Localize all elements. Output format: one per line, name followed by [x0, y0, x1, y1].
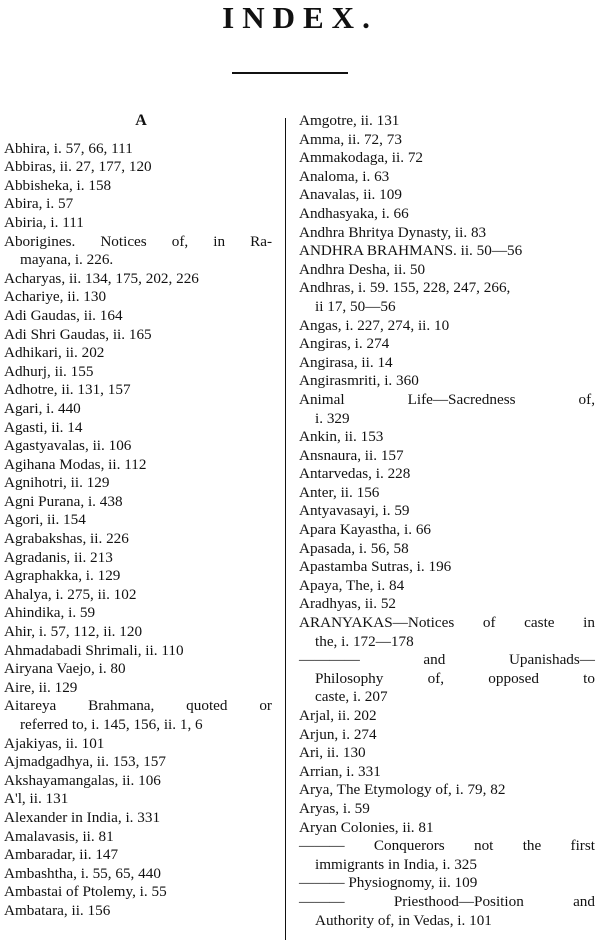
index-entry: immigrants in India, i. 325 [315, 855, 477, 873]
index-entry: Agni Purana, i. 438 [4, 492, 123, 510]
index-entry: Acharyas, ii. 134, 175, 202, 226 [4, 269, 199, 287]
index-entry: Agastyavalas, ii. 106 [4, 437, 132, 455]
index-entry: Philosophy of, opposed to [315, 669, 595, 687]
index-entry: Angirasa, ii. 14 [299, 353, 393, 371]
index-entry: Agihana Modas, ii. 112 [4, 455, 147, 473]
index-entry: Ambatara, ii. 156 [4, 901, 111, 919]
index-entry: ——— Physiognomy, ii. 109 [299, 874, 478, 892]
index-entry: Amalavasis, ii. 81 [4, 827, 114, 845]
index-entry: referred to, i. 145, 156, ii. 1, 6 [20, 716, 203, 733]
index-entry: i. 329 [315, 409, 350, 427]
index-entry: Angirasmriti, i. 360 [299, 372, 419, 390]
index-entry: Anter, ii. 156 [299, 483, 380, 501]
index-entry: Ankin, ii. 153 [299, 428, 384, 446]
index-column-left [4, 112, 272, 921]
index-entry: Agari, i. 440 [4, 399, 81, 417]
index-entry: Ansnaura, ii. 157 [299, 446, 404, 464]
title-rule [232, 72, 348, 74]
index-entry: Aryas, i. 59 [299, 799, 370, 817]
page-title: INDEX. [222, 0, 378, 35]
index-entry: Agasti, ii. 14 [4, 418, 83, 436]
index-entry: ANDHRA BRAHMANS. ii. 50—56 [299, 242, 523, 260]
index-entry: caste, i. 207 [315, 688, 388, 706]
index-entry: Abiria, i. 111 [4, 213, 84, 231]
index-entry: Alexander in India, i. 331 [4, 808, 161, 826]
index-entry: Antyavasayi, i. 59 [299, 502, 410, 520]
index-entry: Arya, The Etymology of, i. 79, 82 [299, 781, 506, 799]
index-entry: Andhasyaka, i. 66 [299, 204, 409, 222]
index-entry: Ahindika, i. 59 [4, 604, 96, 622]
index-entry: Apaya, The, i. 84 [299, 576, 405, 594]
index-entry: Abbiras, ii. 27, 177, 120 [4, 158, 152, 176]
index-entry: Airyana Vaejo, i. 80 [4, 660, 126, 678]
index-entry: Arjal, ii. 202 [299, 707, 377, 724]
index-entry: ——— Priesthood—Position and [299, 892, 595, 910]
index-entry: Arjun, i. 274 [299, 725, 377, 743]
index-entry: Apara Kayastha, i. 66 [299, 521, 432, 539]
index-entry: ———— and Upanishads— [299, 651, 595, 669]
index-column-right [299, 112, 595, 930]
index-entry: Aitareya Brahmana, quoted or [4, 697, 272, 715]
index-entry: ii 17, 50—56 [315, 297, 396, 315]
index-entry: Anavalas, ii. 109 [299, 186, 402, 204]
index-entry: Abhira, i. 57, 66, 111 [4, 139, 133, 157]
index-entry: Ammakodaga, ii. 72 [299, 149, 424, 167]
index-entry: Aradhyas, ii. 52 [299, 595, 397, 613]
index-entry: Andhra Bhritya Dynasty, ii. 83 [299, 223, 487, 241]
index-entry: Ajmadgadhya, ii. 153, 157 [4, 753, 166, 771]
index-entry: Adi Shri Gaudas, ii. 165 [4, 325, 152, 343]
index-entry: A'l, ii. 131 [4, 790, 69, 808]
index-entry: Analoma, i. 63 [299, 167, 390, 185]
index-entry: Agradanis, ii. 213 [4, 548, 113, 566]
index-entry: Arrian, i. 331 [299, 762, 381, 780]
index-entry: Antarvedas, i. 228 [299, 465, 411, 483]
index-entry: Abbisheka, i. 158 [4, 176, 112, 194]
index-entry: Ambashtha, i. 55, 65, 440 [4, 864, 161, 882]
index-entry: Amma, ii. 72, 73 [299, 130, 402, 148]
index-entry: Apastamba Sutras, i. 196 [299, 558, 452, 576]
index-entry: Aborigines. Notices of, in Ra- [4, 232, 272, 250]
index-entry: Ambastai of Ptolemy, i. 55 [4, 883, 167, 901]
index-entry: Ajakiyas, ii. 101 [4, 734, 105, 752]
index-entry: Ahmadabadi Shrimali, ii. 110 [4, 641, 184, 659]
index-entry: Ari, ii. 130 [299, 744, 366, 762]
column-divider [285, 118, 286, 940]
index-entry: Adhikari, ii. 202 [4, 344, 105, 362]
index-entry: Angas, i. 227, 274, ii. 10 [299, 316, 450, 334]
index-entry: Agraphakka, i. 129 [4, 567, 121, 585]
index-entry: Akshayamangalas, ii. 106 [4, 771, 161, 789]
index-entry: Apasada, i. 56, 58 [299, 539, 409, 557]
index-entry: Ahalya, i. 275, ii. 102 [4, 585, 137, 603]
index-entry: Adi Gaudas, ii. 164 [4, 306, 123, 324]
index-entry: Aire, ii. 129 [4, 678, 78, 696]
index-entry: Aryan Colonies, ii. 81 [299, 818, 434, 836]
section-letter: A [135, 112, 147, 129]
index-entry: Angiras, i. 274 [299, 335, 390, 353]
index-entry: Andhra Desha, ii. 50 [299, 260, 426, 278]
left-entries-list [4, 140, 272, 921]
index-entry: ARANYAKAS—Notices of caste in [299, 614, 595, 632]
index-entry: Authority of, in Vedas, i. 101 [315, 911, 492, 929]
index-entry: Agrabakshas, ii. 226 [4, 530, 129, 548]
index-entry: the, i. 172—178 [315, 632, 414, 650]
index-entry: mayana, i. 226. [20, 251, 114, 269]
index-entry: Achariye, ii. 130 [4, 288, 107, 306]
index-entry: Agori, ii. 154 [4, 511, 86, 529]
index-entry: Amgotre, ii. 131 [299, 112, 400, 129]
index-entry: ——— Conquerors not the first [299, 837, 595, 855]
index-entry: Ahir, i. 57, 112, ii. 120 [4, 623, 143, 641]
index-entry: Abira, i. 57 [4, 195, 74, 213]
index-entry: Animal Life—Sacredness of, [299, 390, 595, 408]
index-entry: Andhras, i. 59. 155, 228, 247, 266, [299, 279, 511, 297]
index-entry: Agnihotri, ii. 129 [4, 474, 110, 492]
index-entry: Ambaradar, ii. 147 [4, 846, 119, 864]
index-entry: Adhurj, ii. 155 [4, 362, 94, 380]
index-entry: Adhotre, ii. 131, 157 [4, 381, 131, 399]
right-entries-list [299, 112, 595, 930]
